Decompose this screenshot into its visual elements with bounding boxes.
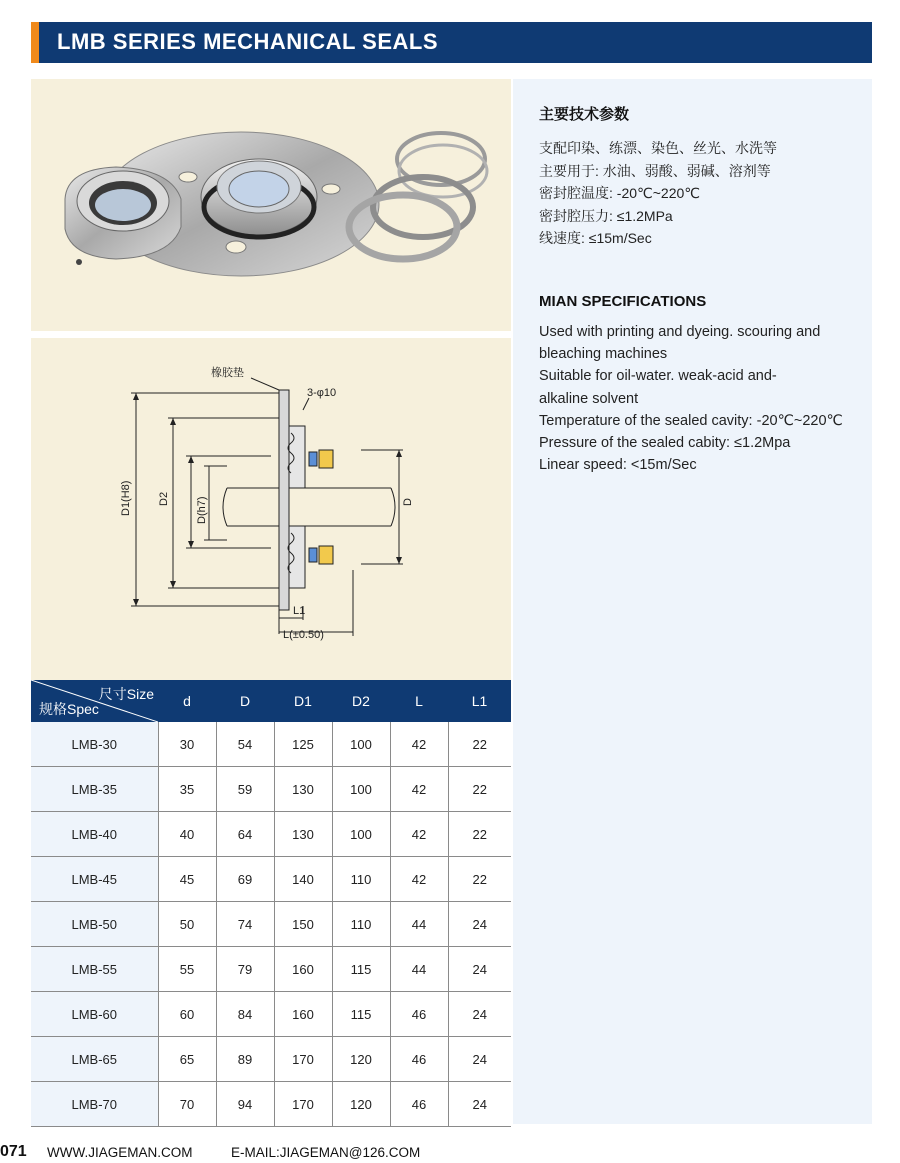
- cn-spec-line: 支配印染、练漂、染色、丝光、水洗等: [539, 140, 777, 156]
- dimension-d-label: D: [402, 498, 414, 506]
- table-row: [31, 1082, 511, 1127]
- table-cell: 42: [390, 857, 448, 902]
- column-header: L: [390, 680, 448, 722]
- table-row: [31, 812, 511, 857]
- table-cell: 160: [274, 992, 332, 1037]
- table-cell: 120: [332, 1082, 390, 1127]
- table-cell: 74: [216, 902, 274, 947]
- table-row: [31, 767, 511, 812]
- en-spec-line: bleaching machines: [539, 346, 668, 363]
- seal-illustration: [31, 79, 511, 331]
- table-row: [31, 902, 511, 947]
- cn-spec-line: 主要用于: 水油、弱酸、弱碱、溶剂等: [539, 162, 771, 179]
- holes-label: 3-φ10: [307, 387, 337, 399]
- cn-spec-line: 密封腔温度: -20℃~220℃: [539, 185, 700, 201]
- en-spec-line: alkaline solvent: [539, 390, 639, 407]
- en-spec-line: Used with printing and dyeing. scouring and: [539, 324, 821, 340]
- email-link[interactable]: E-MAIL:JIAGEMAN@126.COM: [231, 1145, 421, 1160]
- cn-specs-title: 主要技术参数: [539, 106, 630, 123]
- table-cell: 22: [448, 812, 511, 857]
- table-cell: 120: [332, 1037, 390, 1082]
- table-cell: 22: [448, 767, 511, 812]
- table-cell: 64: [216, 812, 274, 857]
- spec-cell: LMB-60: [31, 992, 158, 1037]
- table-row: [31, 857, 511, 902]
- cn-spec-line: 密封腔压力: ≤1.2MPa: [539, 207, 673, 224]
- cn-specs-list: [539, 137, 777, 250]
- en-specs-title: MIAN SPECIFICATIONS: [539, 293, 707, 310]
- table-cell: 46: [390, 1082, 448, 1127]
- table-cell: 89: [216, 1037, 274, 1082]
- table-cell: 42: [390, 812, 448, 857]
- column-header: D: [216, 680, 274, 722]
- table-cell: 46: [390, 992, 448, 1037]
- en-spec-line: Suitable for oil-water. weak-acid and-: [539, 368, 777, 385]
- title-banner: [31, 22, 872, 63]
- table-cell: 42: [390, 767, 448, 812]
- table-cell: 60: [158, 992, 216, 1037]
- spec-cell: LMB-30: [31, 722, 158, 767]
- table-cell: 55: [158, 947, 216, 992]
- product-photo: [31, 79, 511, 331]
- dimension-dh7-label: D(h7): [196, 496, 208, 524]
- page-number: 071: [0, 1143, 27, 1160]
- spec-cell: LMB-55: [31, 947, 158, 992]
- en-spec-line: Linear speed: <15m/Sec: [539, 457, 697, 474]
- table-row: [31, 722, 511, 767]
- dimension-d2-label: D2: [158, 491, 170, 506]
- table-cell: 42: [390, 722, 448, 767]
- spec-cell: LMB-35: [31, 767, 158, 812]
- table-cell: 110: [332, 857, 390, 902]
- table-cell: 170: [274, 1082, 332, 1127]
- page-title: LMB SERIES MECHANICAL SEALS: [57, 29, 439, 54]
- table-cell: 44: [390, 902, 448, 947]
- table-cell: 24: [448, 1037, 511, 1082]
- table-cell: 115: [332, 992, 390, 1037]
- spec-header-label: 规格Spec: [39, 701, 99, 717]
- table-cell: 24: [448, 947, 511, 992]
- table-cell: 24: [448, 992, 511, 1037]
- specifications-panel: [513, 79, 872, 1124]
- table-row: [31, 992, 511, 1037]
- table-cell: 130: [274, 812, 332, 857]
- table-cell: 24: [448, 1082, 511, 1127]
- cn-spec-line: 线速度: ≤15m/Sec: [539, 230, 652, 246]
- table-corner-header: [31, 680, 158, 722]
- table-cell: 46: [390, 1037, 448, 1082]
- table-cell: 125: [274, 722, 332, 767]
- table-cell: 170: [274, 1037, 332, 1082]
- table-cell: 24: [448, 902, 511, 947]
- table-row: [31, 1037, 511, 1082]
- table-cell: 54: [216, 722, 274, 767]
- table-cell: 69: [216, 857, 274, 902]
- table-cell: 59: [216, 767, 274, 812]
- table-cell: 100: [332, 812, 390, 857]
- en-specs-list: [539, 321, 864, 476]
- technical-drawing: [31, 338, 511, 680]
- spec-cell: LMB-65: [31, 1037, 158, 1082]
- table-cell: 65: [158, 1037, 216, 1082]
- table-cell: 150: [274, 902, 332, 947]
- seal-cross-section: [31, 338, 511, 680]
- size-header-label: 尺寸Size: [98, 686, 154, 702]
- spec-cell: LMB-45: [31, 857, 158, 902]
- website-link[interactable]: WWW.JIAGEMAN.COM: [47, 1145, 193, 1160]
- en-spec-line: Temperature of the sealed cavity: -20℃~220℃: [539, 412, 843, 429]
- table-cell: 115: [332, 947, 390, 992]
- column-header: L1: [448, 680, 511, 722]
- table-cell: 50: [158, 902, 216, 947]
- size-table: [31, 680, 511, 1127]
- dimension-l-label: L(±0.50): [283, 629, 324, 641]
- table-cell: 100: [332, 767, 390, 812]
- spec-cell: LMB-70: [31, 1082, 158, 1127]
- en-spec-line: Pressure of the sealed cabity: ≤1.2Mpa: [539, 435, 791, 452]
- table-cell: 22: [448, 857, 511, 902]
- table-cell: 79: [216, 947, 274, 992]
- table-cell: 44: [390, 947, 448, 992]
- table-cell: 70: [158, 1082, 216, 1127]
- column-header: D2: [332, 680, 390, 722]
- table-cell: 130: [274, 767, 332, 812]
- table-cell: 22: [448, 722, 511, 767]
- column-header: d: [158, 680, 216, 722]
- table-cell: 94: [216, 1082, 274, 1127]
- table-row: [31, 947, 511, 992]
- spec-cell: LMB-50: [31, 902, 158, 947]
- column-header: D1: [274, 680, 332, 722]
- table-cell: 84: [216, 992, 274, 1037]
- table-cell: 160: [274, 947, 332, 992]
- banner-accent: [31, 22, 39, 63]
- dimension-l1-label: L1: [293, 605, 306, 617]
- table-header-row: [31, 680, 511, 722]
- rubber-gasket-label: 橡胶垫: [211, 367, 244, 379]
- dimension-d1-label: D1(H8): [120, 480, 132, 516]
- table-cell: 45: [158, 857, 216, 902]
- table-cell: 140: [274, 857, 332, 902]
- table-cell: 40: [158, 812, 216, 857]
- table-cell: 110: [332, 902, 390, 947]
- spec-cell: LMB-40: [31, 812, 158, 857]
- table-cell: 30: [158, 722, 216, 767]
- table-cell: 100: [332, 722, 390, 767]
- table-cell: 35: [158, 767, 216, 812]
